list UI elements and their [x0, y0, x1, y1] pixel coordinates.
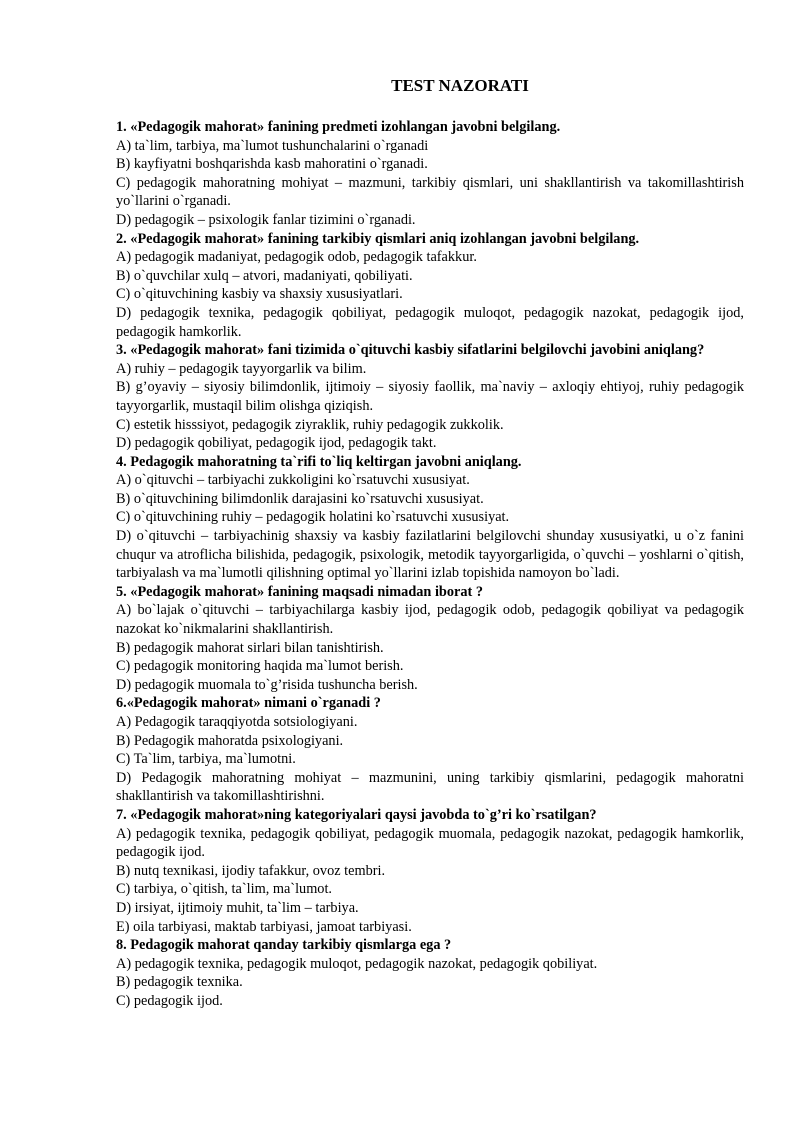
answer-option: A) ruhiy – pedagogik tayyorgarlik va bilim.: [116, 360, 367, 377]
answer-option: A) pedagogik texnika, pedagogik qobiliyat, pedagogik muomala, pedagogik nazokat, pedagogik hamkorlik, pedagogik ijod.: [116, 825, 744, 861]
answer-option: A) ta`lim, tarbiya, ma`lumot tushunchalarini o`rganadi: [116, 137, 429, 154]
answer-option: B) o`qituvchining bilimdonlik darajasini ko`rsatuvchi xususiyat.: [116, 490, 484, 507]
answer-option: D) o`qituvchi – tarbiyachinig shaxsiy va kasbiy fazilatlarini belgilovchi shunday xususiyatki, u o`z fanini chuqur va atroflicha bilishida, pedagogik, psixologik, metodik tayyorgarligida, o`quvchi – yoshlarni o`qitish, tarbiyalash va ma`lumotli qilishning optimal yo`llarini izlab topishida namoyon bo`ladi.: [116, 528, 744, 582]
answer-option: B) g’oyaviy – siyosiy bilimdonlik, ijtimoiy – siyosiy faollik, ma`naviy – axloqiy ehtiyoj, ruhiy pedagogik tayyorgarlik, mustaqil bilim olishga qiziqish.: [116, 379, 744, 414]
answer-option: B) kayfiyatni boshqarishda kasb mahoratini o`rganadi.: [116, 156, 428, 173]
answer-option: B) nutq texnikasi, ijodiy tafakkur, ovoz tembri.: [116, 862, 386, 879]
page-title: TEST NAZORATI: [391, 76, 529, 95]
answer-option: D) pedagogik qobiliyat, pedagogik ijod, pedagogik takt.: [116, 435, 437, 452]
question-text: 8. Pedagogik mahorat qanday tarkibiy qismlarga ega ?: [116, 937, 452, 954]
question-block: [116, 230, 744, 342]
question-block: [116, 341, 744, 453]
question-text: 4. Pedagogik mahoratning ta`rifi to`liq keltirgan javobni aniqlang.: [116, 453, 522, 470]
answer-option: C) o`qituvchining kasbiy va shaxsiy xususiyatlari.: [116, 286, 403, 303]
question-text: 1. «Pedagogik mahorat» fanining predmeti izohlangan javobni belgilang.: [116, 119, 561, 135]
answer-option: C) pedagogik ijod.: [116, 992, 223, 1009]
question-text: 7. «Pedagogik mahorat»ning kategoriyalari qaysi javobda to`g’ri ko`rsatilgan?: [116, 806, 597, 823]
answer-option: D) Pedagogik mahoratning mohiyat – mazmunini, uning tarkibiy qismlarini, pedagogik mahoratni shakllantirish va takomillashtirishni.: [116, 769, 744, 805]
answer-option: B) o`quvchilar xulq – atvori, madaniyati, qobiliyati.: [116, 267, 413, 284]
answer-option: E) oila tarbiyasi, maktab tarbiyasi, jamoat tarbiyasi.: [116, 918, 412, 935]
answer-option: C) tarbiya, o`qitish, ta`lim, ma`lumot.: [116, 881, 333, 898]
question-text: 6.«Pedagogik mahorat» nimani o`rganadi ?: [116, 695, 381, 712]
answer-option: B) pedagogik texnika.: [116, 974, 243, 991]
answer-option: C) estetik hisssiyot, pedagogik ziyraklik, ruhiy pedagogik zukkolik.: [116, 416, 504, 433]
answer-option: D) pedagogik muomala to`g’risida tushuncha berish.: [116, 676, 418, 693]
answer-option: D) pedagogik – psixologik fanlar tizimini o`rganadi.: [116, 211, 416, 228]
question-block: [116, 453, 744, 583]
answer-option: A) pedagogik madaniyat, pedagogik odob, pedagogik tafakkur.: [116, 249, 477, 266]
answer-option: C) o`qituvchining ruhiy – pedagogik holatini ko`rsatuvchi xususiyat.: [116, 509, 510, 526]
answer-option: C) pedagogik monitoring haqida ma`lumot berish.: [116, 658, 404, 675]
question-block: [116, 806, 744, 936]
question-block: [116, 936, 744, 1010]
question-text: 2. «Pedagogik mahorat» fanining tarkibiy qismlari aniq izohlangan javobni belgilang.: [116, 230, 640, 247]
answer-option: D) irsiyat, ijtimoiy muhit, ta`lim – tarbiya.: [116, 899, 359, 916]
question-block: [116, 694, 744, 806]
answer-option: A) Pedagogik taraqqiyotda sotsiologiyani.: [116, 714, 358, 730]
question-block: [116, 583, 744, 695]
answer-option: C) pedagogik mahoratning mohiyat – mazmuni, tarkibiy qismlari, uni shakllantirish va takomillashtirish yo`llarini o`rganadi.: [116, 174, 744, 210]
answer-option: B) pedagogik mahorat sirlari bilan tanishtirish.: [116, 639, 384, 656]
question-list: [116, 118, 744, 1011]
document-page: [116, 76, 744, 1011]
answer-option: B) Pedagogik mahoratda psixologiyani.: [116, 732, 344, 749]
answer-option: C) Ta`lim, tarbiya, ma`lumotni.: [116, 751, 296, 768]
question-text: 3. «Pedagogik mahorat» fani tizimida o`qituvchi kasbiy sifatlarini belgilovchi javobini aniqlang?: [116, 342, 705, 359]
answer-option: A) bo`lajak o`qituvchi – tarbiyachilarga kasbiy ijod, pedagogik odob, pedagogik qobiliyat va pedagogik nazokat ko`nikmalarini shakllantirish.: [116, 602, 744, 638]
question-block: [116, 118, 744, 230]
answer-option: A) o`qituvchi – tarbiyachi zukkoligini ko`rsatuvchi xususiyat.: [116, 472, 470, 489]
answer-option: A) pedagogik texnika, pedagogik muloqot, pedagogik nazokat, pedagogik qobiliyat.: [116, 955, 598, 972]
answer-option: D) pedagogik texnika, pedagogik qobiliyat, pedagogik muloqot, pedagogik nazokat, pedagogik ijod, pedagogik hamkorlik.: [116, 304, 744, 340]
question-text: 5. «Pedagogik mahorat» fanining maqsadi nimadan iborat ?: [116, 583, 484, 600]
